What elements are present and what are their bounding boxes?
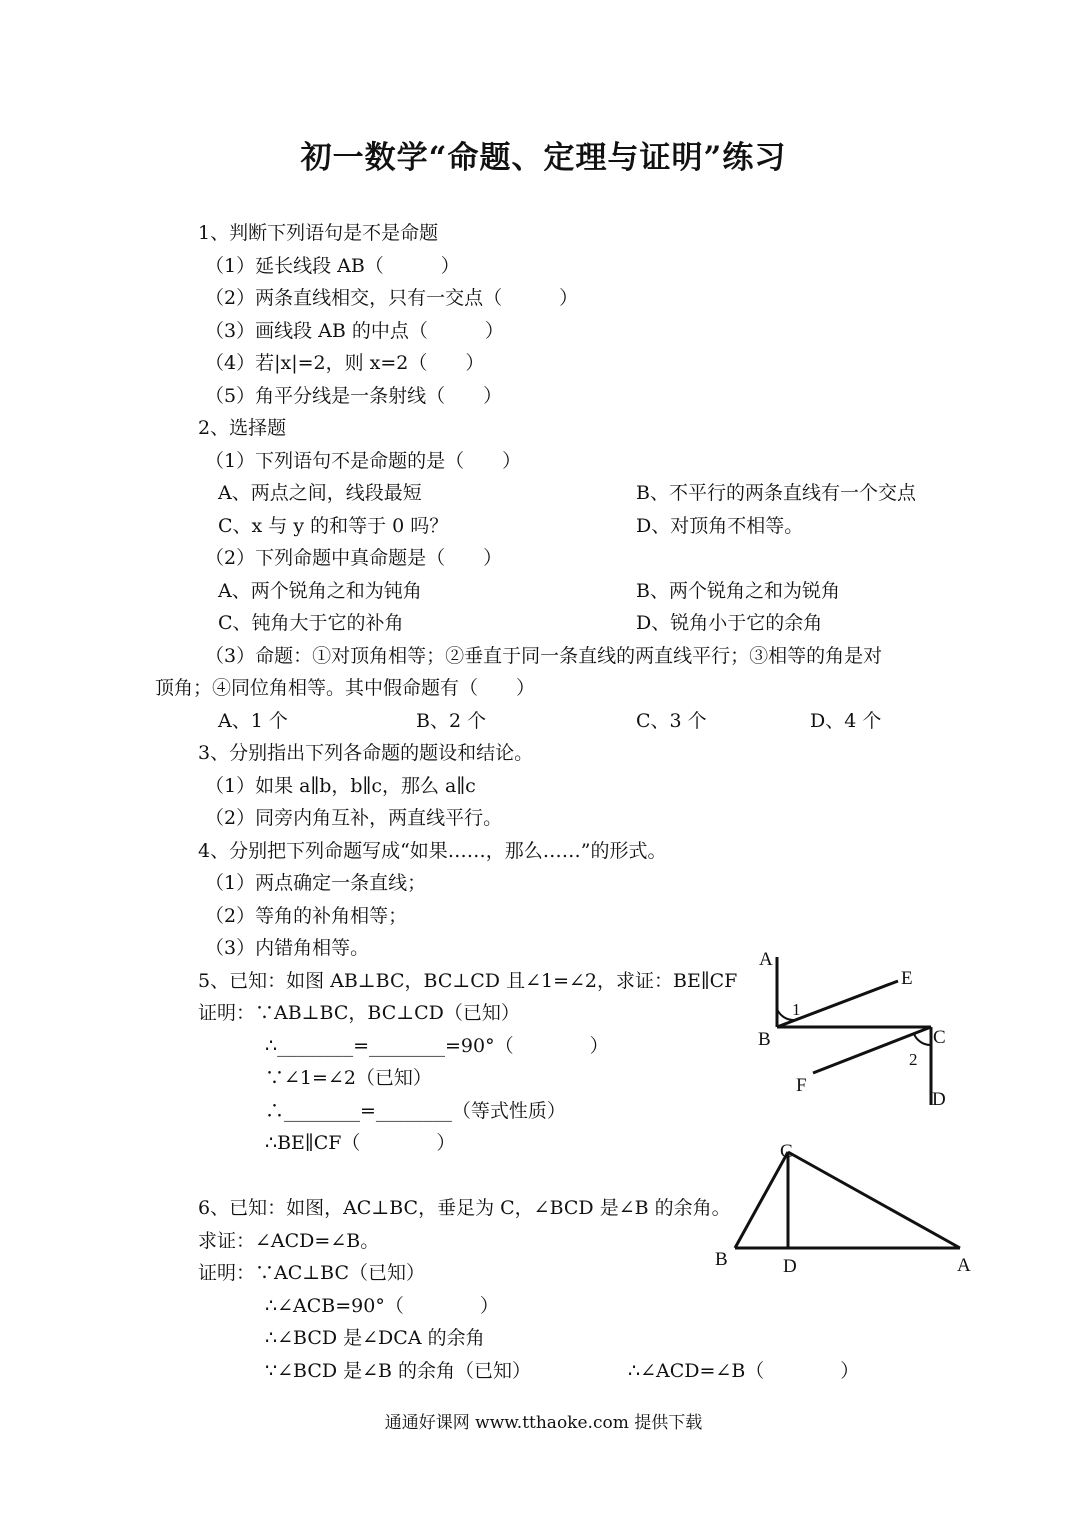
q2-1-stem: （1）下列语句不是命题的是（ ）	[205, 450, 522, 472]
q2-3-stem-line1: （3）命题：①对顶角相等；②垂直于同一条直线的两直线平行；③相等的角是对	[205, 645, 883, 667]
q6-proof-3: ∴∠BCD 是∠DCA 的余角	[265, 1327, 485, 1349]
figure-parallel-proof	[755, 945, 970, 1115]
q6-proof-1: 证明：∵AC⊥BC（已知）	[198, 1262, 425, 1284]
figure-right-triangle	[705, 1135, 985, 1280]
label-a: A	[957, 1255, 971, 1276]
q1-item-5: （5）角平分线是一条射线（ ）	[205, 385, 503, 407]
label-angle-2: 2	[909, 1050, 918, 1069]
q2-3-option-c: C、3 个	[636, 710, 707, 732]
label-d: D	[783, 1256, 797, 1277]
label-c: C	[780, 1141, 793, 1162]
q2-2-option-a: A、两个锐角之和为钝角	[218, 580, 422, 602]
q1-heading: 1、判断下列语句是不是命题	[198, 222, 439, 244]
q6-proof-2: ∴∠ACB=90°（ ）	[265, 1295, 499, 1317]
q2-1-option-a: A、两点之间，线段最短	[218, 482, 422, 504]
q5-heading: 5、已知：如图 AB⊥BC，BC⊥CD 且∠1=∠2，求证：BE∥CF	[198, 970, 738, 992]
q2-3-option-a: A、1 个	[218, 710, 288, 732]
label-d: D	[932, 1089, 946, 1110]
q4-item-2: （2）等角的补角相等；	[205, 905, 408, 927]
label-b: B	[715, 1249, 728, 1270]
q1-item-1: （1）延长线段 AB（ ）	[205, 255, 460, 277]
q1-item-4: （4）若|x|=2，则 x=2（ ）	[205, 352, 485, 374]
q6-proof-5: ∴∠ACD=∠B（ ）	[628, 1360, 860, 1382]
q2-3-stem-line2: 顶角；④同位角相等。其中假命题有（ ）	[155, 677, 536, 699]
q1-item-3: （3）画线段 AB 的中点（ ）	[205, 320, 504, 342]
q2-1-option-d: D、对顶角不相等。	[636, 515, 804, 537]
q3-heading: 3、分别指出下列各命题的题设和结论。	[198, 742, 534, 764]
q5-proof-4: ∴________=________（等式性质）	[265, 1100, 566, 1122]
q2-2-option-d: D、锐角小于它的余角	[636, 612, 823, 634]
q6-proof-4: ∵∠BCD 是∠B 的余角（已知）	[265, 1360, 532, 1382]
label-e: E	[901, 968, 913, 989]
q3-item-2: （2）同旁内角互补，两直线平行。	[205, 807, 503, 829]
q2-1-option-c: C、x 与 y 的和等于 0 吗？	[218, 515, 449, 537]
page-title: 初一数学“命题、定理与证明”练习	[300, 140, 787, 176]
label-b: B	[758, 1029, 771, 1050]
q2-1-option-b: B、不平行的两条直线有一个交点	[636, 482, 916, 504]
label-f: F	[796, 1075, 807, 1096]
label-angle-1: 1	[792, 1000, 801, 1019]
q3-item-1: （1）如果 a∥b，b∥c，那么 a∥c	[205, 775, 476, 797]
q5-proof-2: ∴________=________=90°（ ）	[265, 1035, 609, 1057]
segment-bc	[735, 1152, 788, 1248]
footer-source: 通通好课网 www.tthaoke.com 提供下载	[384, 1413, 703, 1433]
q2-3-option-d: D、4 个	[810, 710, 882, 732]
label-a: A	[759, 949, 773, 970]
label-c: C	[933, 1027, 946, 1048]
q2-2-option-c: C、钝角大于它的补角	[218, 612, 404, 634]
q4-heading: 4、分别把下列命题写成“如果……，那么……”的形式。	[198, 840, 667, 862]
q1-item-2: （2）两条直线相交，只有一交点（ ）	[205, 287, 579, 309]
q5-proof-3: ∵∠1=∠2（已知）	[265, 1067, 432, 1089]
q6-goal: 求证：∠ACD=∠B。	[198, 1230, 380, 1252]
angle-2-arc	[914, 1034, 931, 1045]
q2-2-stem: （2）下列命题中真命题是（ ）	[205, 547, 503, 569]
q6-heading: 6、已知：如图，AC⊥BC，垂足为 C，∠BCD 是∠B 的余角。	[198, 1197, 731, 1219]
segment-ca	[788, 1152, 960, 1248]
q5-proof-5: ∴BE∥CF（ ）	[265, 1132, 456, 1154]
q2-3-option-b: B、2 个	[416, 710, 487, 732]
q5-proof-1: 证明：∵AB⊥BC，BC⊥CD（已知）	[198, 1002, 520, 1024]
q2-2-option-b: B、两个锐角之和为锐角	[636, 580, 840, 602]
q4-item-1: （1）两点确定一条直线；	[205, 872, 427, 894]
q4-item-3: （3）内错角相等。	[205, 937, 370, 959]
q2-heading: 2、选择题	[198, 417, 287, 439]
